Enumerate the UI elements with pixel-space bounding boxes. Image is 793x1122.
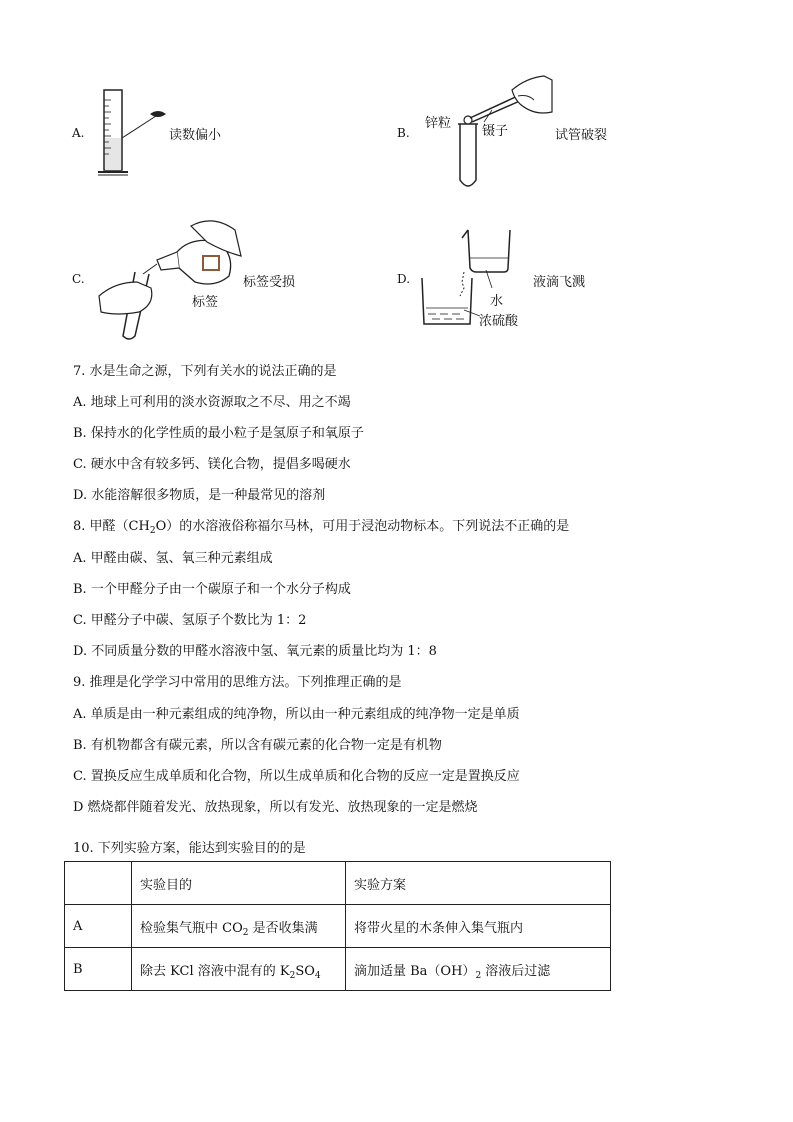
q9-option-c: C. 置换反应生成单质和化合物，所以生成单质和化合物的反应一定是置换反应	[73, 769, 520, 784]
option-c-letter: C.	[72, 272, 85, 286]
option-b-caption: 试管破裂	[555, 128, 608, 143]
table-row	[65, 905, 611, 948]
pouring-liquid-illustration	[95, 212, 245, 344]
option-c-caption: 标签受损	[243, 275, 296, 290]
water-label: 水	[490, 294, 504, 309]
q10-stem: 10. 下列实验方案，能达到实验目的的是	[73, 841, 306, 856]
q8-option-c: C. 甲醛分子中碳、氢原子个数比为 1：2	[73, 613, 307, 628]
option-b-letter: B.	[397, 126, 410, 140]
q7-option-c: C. 硬水中含有较多钙、镁化合物，提倡多喝硬水	[73, 457, 351, 472]
q9-option-b: B. 有机物都含有碳元素，所以含有碳元素的化合物一定是有机物	[73, 738, 442, 753]
q9-option-d: D 燃烧都伴随着发光、放热现象，所以有发光、放热现象的一定是燃烧	[73, 800, 478, 815]
q7-option-b: B. 保持水的化学性质的最小粒子是氢原子和氧原子	[73, 426, 364, 441]
q7-option-a: A. 地球上可利用的淡水资源取之不尽、用之不竭	[73, 395, 351, 410]
row-a-label: A	[65, 905, 132, 948]
table-header-goal: 实验目的	[132, 862, 346, 905]
row-b-plan-sub: 2	[475, 970, 482, 981]
table-header-empty	[65, 862, 132, 905]
q8-stem-text-rest: O）的水溶液俗称福尔马林，可用于浸泡动物标本。下列说法不正确的是	[155, 519, 570, 534]
label-tag-label: 标签	[192, 295, 219, 310]
table-row	[65, 948, 611, 991]
q8-option-d: D. 不同质量分数的甲醛水溶液中氢、氧元素的质量比均为 1：8	[73, 644, 437, 659]
graduated-cylinder-illustration	[94, 86, 174, 178]
row-b-goal-sub: 2	[289, 970, 296, 981]
tweezers-label: 镊子	[482, 124, 509, 139]
q9-option-a: A. 单质是由一种元素组成的纯净物，所以由一种元素组成的纯净物一定是单质	[73, 707, 520, 722]
row-b-goal-sub2: 4	[314, 970, 321, 981]
row-b-goal	[132, 948, 346, 991]
q8-stem-subscript: 2	[149, 526, 156, 536]
q8-option-b: B. 一个甲醛分子由一个碳原子和一个水分子构成	[73, 582, 351, 597]
zinc-label: 锌粒	[425, 116, 452, 131]
q8-stem-text: 8. 甲醛（CH	[73, 519, 150, 534]
row-a-goal-text-rest: 是否收集满	[248, 920, 318, 936]
row-b-goal-text-mid: SO	[295, 963, 315, 979]
row-a-goal	[132, 905, 346, 948]
row-b-plan-text: 滴加适量 Ba（OH）	[354, 963, 476, 979]
row-b-plan-text-rest: 溶液后过滤	[481, 963, 551, 979]
q8-option-a: A. 甲醛由碳、氢、氧三种元素组成	[73, 551, 273, 566]
row-a-goal-sub: 2	[242, 927, 249, 938]
q8-stem	[73, 515, 569, 534]
row-b-goal-text: 除去 KCl 溶液中混有的 K	[140, 963, 290, 979]
option-a-caption: 读数偏小	[169, 128, 222, 143]
option-d-caption: 液滴飞溅	[533, 275, 586, 290]
row-b-label: B	[65, 948, 132, 991]
sulfuric-acid-label: 浓硫酸	[479, 314, 519, 329]
row-a-goal-text: 检验集气瓶中 CO	[140, 920, 243, 936]
q7-option-d: D. 水能溶解很多物质，是一种最常见的溶剂	[73, 488, 326, 503]
q9-stem: 9. 推理是化学学习中常用的思维方法。下列推理正确的是	[73, 675, 402, 690]
option-d-letter: D.	[397, 272, 411, 286]
table-header-row	[65, 862, 611, 905]
q7-stem: 7. 水是生命之源，下列有关水的说法正确的是	[73, 364, 337, 379]
option-a-letter: A.	[72, 126, 85, 140]
table-header-plan: 实验方案	[346, 862, 611, 905]
row-a-plan: 将带火星的木条伸入集气瓶内	[346, 905, 611, 948]
row-b-plan	[346, 948, 611, 991]
q10-table	[64, 861, 611, 991]
